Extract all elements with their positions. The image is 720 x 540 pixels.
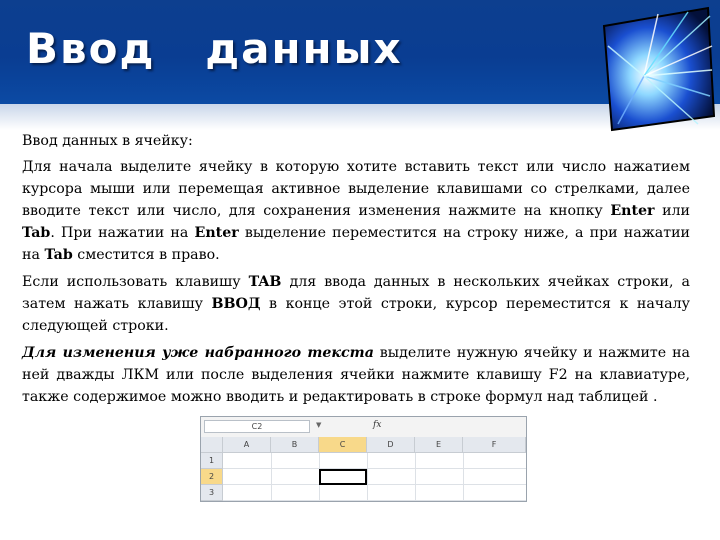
paragraph-intro	[22, 130, 690, 152]
table-row[interactable]	[223, 469, 526, 485]
p1-text-a: Для начала выделите ячейку в которую хотите вставить текст или число нажатием курсора мыши или перемещая активное выделение клавишами со стрелками, далее вводите текст или число, для сохранения изменения нажмите на кнопку	[22, 159, 690, 219]
row-header-3[interactable]: 3	[201, 485, 223, 501]
p1-text-g: выделение переместится на строку ниже, а при нажатии на	[22, 225, 690, 263]
p2-key-tab: TAB	[248, 274, 282, 290]
name-box[interactable]: C2	[204, 420, 310, 433]
column-header-e[interactable]: E	[415, 437, 463, 453]
chevron-down-icon[interactable]: ▼	[316, 421, 322, 429]
paragraph-3	[22, 342, 690, 408]
p3-emphasis: Для изменения уже набранного текста	[22, 345, 374, 361]
light-burst-icon	[598, 6, 716, 132]
table-row[interactable]	[223, 485, 526, 501]
column-header-f[interactable]: F	[463, 437, 526, 453]
grid-line	[271, 453, 272, 501]
p2-text-e: в конце этой строки, курсор переместится к началу следующей строки.	[22, 296, 690, 334]
spreadsheet-screenshot	[200, 416, 527, 502]
p3-text-b: выделите нужную ячейку и нажмите на ней дважды ЛКМ или после выделения ячейки нажмите клавишу F2 на клавиатуре, также содержимое можно вводить и редактировать в строке формул над таблицей .	[22, 345, 690, 405]
column-header-a[interactable]: A	[223, 437, 271, 453]
active-cell-c2[interactable]	[319, 469, 367, 485]
grid-line	[415, 453, 416, 501]
column-header-d[interactable]: D	[367, 437, 415, 453]
p1-key-enter: Enter	[610, 203, 655, 219]
body-text	[22, 130, 690, 413]
intro-text: Ввод данных в ячейку:	[22, 133, 193, 149]
p1-key-tab: Tab	[22, 225, 51, 241]
p1-key-tab-2: Tab	[44, 247, 73, 263]
column-header-c[interactable]: C	[319, 437, 367, 453]
select-all-corner[interactable]	[201, 437, 223, 453]
cell-grid	[201, 437, 526, 501]
paragraph-2	[22, 271, 690, 337]
row-header-1[interactable]: 1	[201, 453, 223, 469]
paragraph-1	[22, 156, 690, 266]
p2-text-c: для ввода данных в нескольких ячейках строки, а затем нажать клавишу	[22, 274, 690, 312]
table-row[interactable]	[223, 453, 526, 469]
row-header-2[interactable]: 2	[201, 469, 223, 485]
p2-text-a: Если использовать клавишу	[22, 274, 249, 290]
formula-bar	[201, 417, 526, 438]
slide-title: Ввод данных	[26, 24, 403, 73]
fx-icon[interactable]: fx	[373, 420, 382, 430]
p1-text-e: . При нажатии на	[50, 225, 195, 241]
grid-line	[463, 453, 464, 501]
column-header-b[interactable]: B	[271, 437, 319, 453]
p1-text-c: или	[654, 203, 690, 219]
grid-line	[367, 453, 368, 501]
p2-key-enter: ВВОД	[211, 296, 261, 312]
p1-text-i: сместится в право.	[72, 247, 220, 263]
p1-key-enter-2: Enter	[194, 225, 239, 241]
